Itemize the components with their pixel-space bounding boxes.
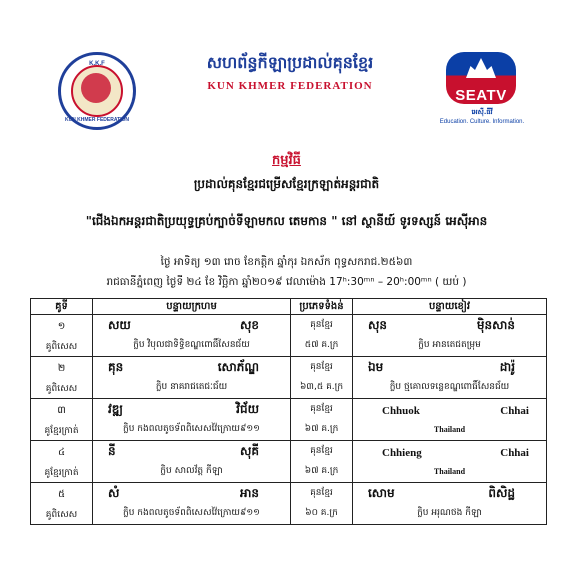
weight-class-cell bbox=[291, 315, 353, 357]
blue-fighter-last-name: Chhai bbox=[500, 447, 529, 459]
seatv-khmer-name: អេស៊ី.ធីវី bbox=[471, 108, 493, 116]
program-event-name: "ជើងឯកអន្តរជាតិប្រយុទ្ធគ្រប់ក្បាច់ទីឡាមកល តេមកាន " នៅ ស្ថានីយ៍ ទូរទស្សន៍ អេស៊ីអាន bbox=[85, 214, 488, 228]
red-corner-cell bbox=[93, 441, 291, 483]
blue-fighter-club: Thailand bbox=[433, 425, 466, 434]
blue-corner-cell bbox=[353, 357, 547, 399]
red-fighter-last-name: អាន bbox=[239, 486, 259, 500]
seatv-logo bbox=[439, 52, 525, 142]
blue-fighter-last-name: Chhai bbox=[500, 405, 529, 417]
red-fighter-last-name: វិជ័យ bbox=[236, 402, 259, 416]
blue-fighter-club: ក្លិប ថ្មគោលទន្លេខណ្ឌពោធិ៍សែនជ័យ bbox=[389, 382, 510, 392]
red-fighter-club: ក្លិប កងពលតូចទ័ពពិសេសវ៉ៃក្រោយ៩១១ bbox=[123, 424, 260, 434]
match-number-cell bbox=[31, 315, 93, 357]
match-number: ២ bbox=[57, 363, 66, 374]
red-fighter-first-name: នី bbox=[108, 444, 116, 458]
red-corner-cell bbox=[93, 399, 291, 441]
blue-fighter-last-name: ម៉ិនសាន់ bbox=[476, 318, 515, 332]
weight-class-cell bbox=[291, 357, 353, 399]
program-title: កម្មវិធី bbox=[272, 153, 301, 168]
match-number-cell bbox=[31, 399, 93, 441]
match-number: ១ bbox=[57, 321, 66, 332]
header-red-corner: បន្ទាយក្រហម bbox=[93, 299, 291, 315]
seatv-brand: SEATV bbox=[455, 87, 507, 104]
blue-fighter-first-name: សុន bbox=[368, 318, 388, 332]
match-type: គូខ្មែរក្រាត់ bbox=[44, 468, 79, 478]
discipline: គុនខ្មែរ bbox=[310, 362, 333, 372]
table-row bbox=[31, 441, 547, 483]
blue-fighter-first-name: Chhieng bbox=[382, 447, 422, 459]
red-fighter-club: ក្លិប កងពលតូចទ័ពពិសេសវ៉ៃក្រោយ៩១១ bbox=[123, 508, 260, 518]
blue-fighter-name bbox=[356, 485, 543, 503]
weight-class-cell bbox=[291, 399, 353, 441]
match-type: គូពិសេស bbox=[45, 510, 78, 520]
red-fighter-name bbox=[96, 359, 287, 377]
red-corner-cell bbox=[93, 483, 291, 525]
red-fighter-last-name: សោភ័ណ្ឌ bbox=[217, 360, 259, 374]
discipline: គុនខ្មែរ bbox=[310, 320, 333, 330]
match-number-cell bbox=[31, 483, 93, 525]
header-blue-corner: បន្ទាយខៀវ bbox=[353, 299, 547, 315]
kkf-logo-top-text: K.K.F bbox=[89, 61, 105, 67]
blue-fighter-first-name: Chhuok bbox=[382, 405, 420, 417]
blue-corner-cell bbox=[353, 315, 547, 357]
org-name-english: KUN KHMER FEDERATION bbox=[207, 80, 373, 92]
red-corner-cell bbox=[93, 315, 291, 357]
angkor-temple-icon bbox=[466, 58, 496, 78]
header-match-number: គូទី bbox=[31, 299, 93, 315]
header-weight-class: ប្រភេទទំងន់ bbox=[291, 299, 353, 315]
red-fighter-name bbox=[96, 443, 287, 461]
red-fighter-first-name: គុន bbox=[108, 360, 124, 374]
table-row bbox=[31, 357, 547, 399]
org-name-khmer: សហព័ន្ធកីឡាប្រដាល់គុនខ្មែរ bbox=[206, 53, 374, 72]
match-type: គូពិសេស bbox=[45, 384, 78, 394]
blue-fighter-name bbox=[356, 405, 543, 417]
red-fighter-first-name: សំ bbox=[108, 486, 120, 500]
table-row bbox=[31, 315, 547, 357]
red-fighter-last-name: សុខ bbox=[239, 318, 259, 332]
weight: ៦៧ គ.ក្រ bbox=[304, 424, 339, 434]
weight: ៦៣,៥ គ.ក្រ bbox=[299, 382, 344, 392]
weight: ៥៧ គ.ក្រ bbox=[304, 340, 339, 350]
red-corner-cell bbox=[93, 357, 291, 399]
red-fighter-last-name: សុគី bbox=[239, 444, 259, 458]
blue-corner-cell bbox=[353, 441, 547, 483]
blue-fighter-first-name: សោម bbox=[368, 486, 395, 500]
red-fighter-club: ក្លិប នាគរាជតេជៈជ័យ bbox=[155, 382, 228, 392]
table-header-row bbox=[31, 299, 547, 315]
discipline: គុនខ្មែរ bbox=[310, 446, 333, 456]
header bbox=[0, 0, 573, 150]
kkf-logo bbox=[58, 52, 136, 130]
table-row bbox=[31, 399, 547, 441]
program-lunar-date: ថ្ងៃ អាទិត្យ ១៣ រោច ខែកត្តិក ឆ្នាំកុរ ឯកស័ក ពុទ្ធសករាជ.២៥៦៣ bbox=[160, 256, 413, 268]
blue-fighter-name bbox=[356, 447, 543, 459]
kkf-fighters-icon bbox=[81, 73, 111, 103]
red-fighter-first-name: វឌ្ឍ bbox=[108, 402, 123, 416]
program-subtitle: ប្រដាល់គុនខ្មែរជម្រើសខ្មែរក្រឡាត់អន្តរជាតិ bbox=[193, 177, 380, 191]
match-number: ៣ bbox=[57, 405, 66, 416]
discipline: គុនខ្មែរ bbox=[310, 404, 333, 414]
blue-fighter-first-name: ឯម bbox=[368, 360, 384, 374]
blue-fighter-name bbox=[356, 317, 543, 335]
program-date-time: រាជធានីភ្នំពេញ ថ្ងៃទី ២៤ ខែ វិច្ឆិកា ឆ្នាំ២០១៩ វេលាម៉ោង 17ʰ:30ᵐⁿ – 20ʰ:00ᵐⁿ ( យប់ ) bbox=[106, 276, 467, 288]
weight-class-cell bbox=[291, 441, 353, 483]
match-number: ៥ bbox=[57, 489, 66, 500]
blue-corner-cell bbox=[353, 399, 547, 441]
blue-fighter-club: ក្លិប អានតេជតម្រុម bbox=[418, 340, 481, 350]
blue-corner-cell bbox=[353, 483, 547, 525]
match-type: គូពិសេស bbox=[45, 342, 78, 352]
match-number-cell bbox=[31, 441, 93, 483]
red-fighter-first-name: សយ bbox=[108, 318, 131, 332]
blue-fighter-club: ក្លិប អរុណថង កីឡា bbox=[417, 508, 482, 518]
match-number-cell bbox=[31, 357, 93, 399]
discipline: គុនខ្មែរ bbox=[310, 488, 333, 498]
blue-fighter-last-name: ដារ៉ូ bbox=[499, 360, 515, 374]
match-table bbox=[30, 298, 547, 525]
kkf-logo-bottom-text: KUN KHMER FEDERATION bbox=[64, 117, 130, 123]
weight: ៦៧ គ.ក្រ bbox=[304, 466, 339, 476]
red-fighter-club: ក្លិប វិបុលជាទិទ្ធិខណ្ឌពោធិ៍សែនជ័យ bbox=[133, 340, 250, 350]
blue-fighter-club: Thailand bbox=[433, 467, 466, 476]
blue-fighter-name bbox=[356, 359, 543, 377]
weight-class-cell bbox=[291, 483, 353, 525]
red-fighter-club: ក្លិប សាលវ័ត្ត កីឡា bbox=[160, 466, 223, 476]
weight: ៦០ គ.ក្រ bbox=[305, 508, 338, 518]
seatv-tagline: Education. Culture. Information. bbox=[439, 119, 525, 125]
match-number: ៤ bbox=[57, 447, 66, 458]
red-fighter-name bbox=[96, 317, 287, 335]
red-fighter-name bbox=[96, 401, 287, 419]
table-row bbox=[31, 483, 547, 525]
red-fighter-name bbox=[96, 485, 287, 503]
match-type: គូខ្មែរក្រាត់ bbox=[44, 426, 79, 436]
blue-fighter-last-name: ពិសិដ្ឋ bbox=[488, 486, 515, 500]
